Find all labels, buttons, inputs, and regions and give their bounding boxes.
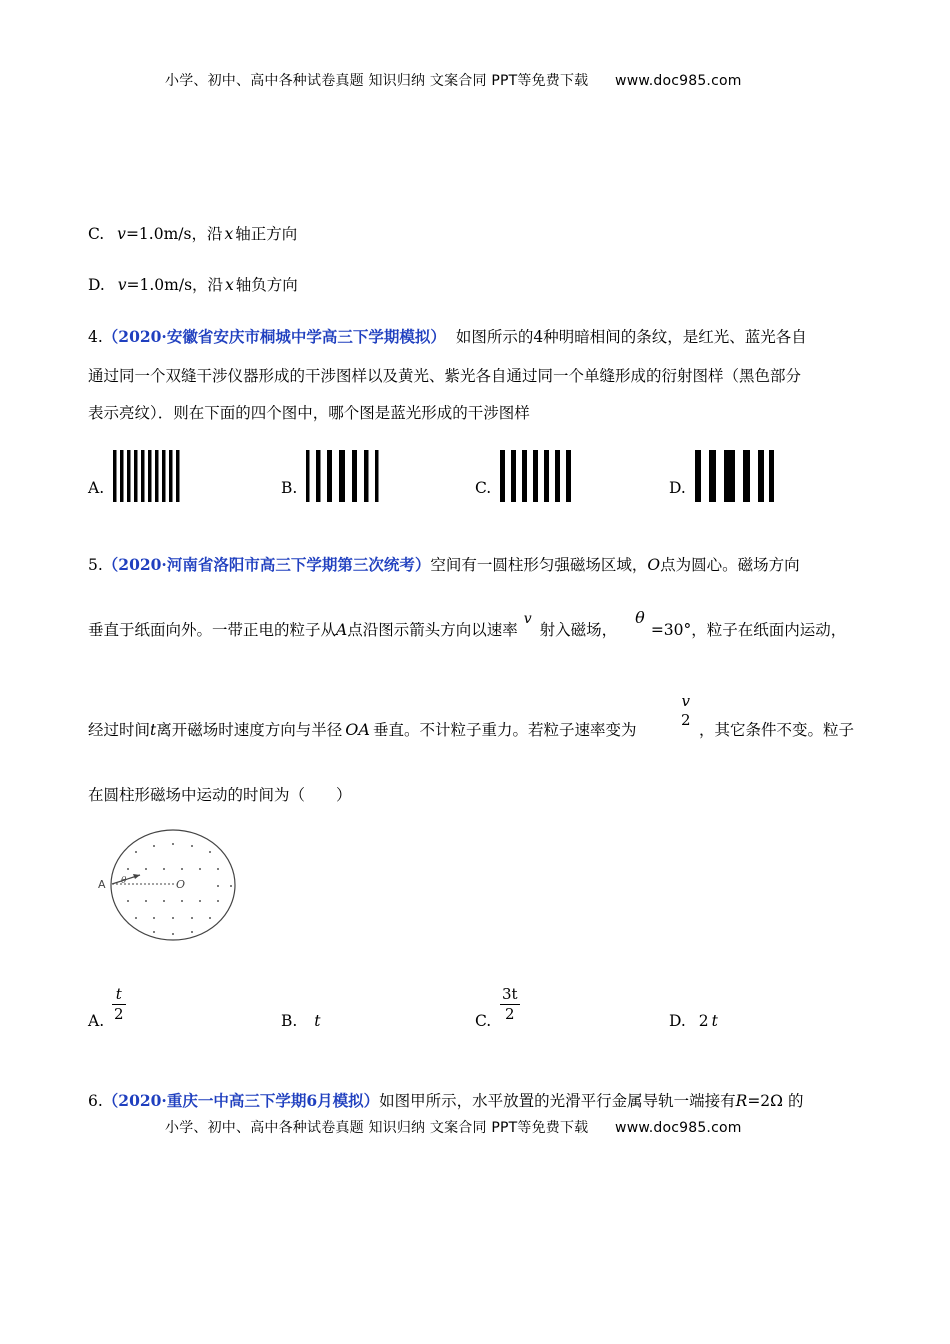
question-source: （2020·安徽省安庆市桐城中学高三下学期模拟）	[102, 327, 446, 346]
theta-label: θ	[121, 876, 127, 886]
q5-option-d	[669, 1012, 718, 1030]
question-number: 4.	[88, 328, 103, 346]
question-text: 点为圆心。磁场方向	[660, 556, 800, 574]
q4-option-c-label: C.	[475, 479, 492, 497]
point-o-label: O	[176, 878, 186, 891]
header-url[interactable]: www.doc985.com	[615, 73, 742, 89]
question-text: 离开磁场时速度方向与半径	[156, 721, 343, 739]
velocity-var: v	[117, 225, 126, 243]
q5-option-b	[281, 1012, 321, 1030]
q3-option-d	[88, 273, 298, 295]
fringe-pattern-d	[695, 450, 775, 502]
q4-line-2: 通过同一个双缝干涉仪器形成的干涉图样以及黄光、紫光各自通过同一个单缝形成的衍射图样（黑色部分	[88, 367, 802, 385]
resistance-var: R	[735, 1092, 748, 1110]
question-source: （2020·河南省洛阳市高三下学期第三次统考）	[102, 555, 431, 574]
axis-var: x	[224, 225, 234, 243]
question-text: 如图甲所示，水平放置的光滑平行金属导轨一端接有	[379, 1092, 736, 1110]
fraction-denominator: 2	[114, 1004, 124, 1023]
theta-var: θ	[635, 608, 645, 627]
q4-line-1	[88, 325, 807, 347]
velocity-var: v	[117, 276, 127, 294]
option-label: D.	[669, 1012, 686, 1030]
question-source: （2020·重庆一中高三下学期6月模拟）	[102, 1091, 380, 1110]
fringe-pattern-c	[500, 450, 572, 502]
q5-line-3	[88, 718, 636, 740]
fraction-numerator: v	[681, 692, 691, 710]
option-text: =1.0m/s，沿	[126, 276, 224, 294]
question-text: 射入磁场，	[539, 621, 618, 639]
q3-option-c	[88, 222, 297, 244]
question-number: 5.	[88, 556, 103, 574]
option-coefficient: 2	[698, 1012, 709, 1030]
point-a-label: A	[98, 878, 106, 891]
option-variable: t	[711, 1012, 718, 1030]
velocity-var: v	[523, 611, 532, 627]
fraction-numerator: t	[115, 985, 122, 1003]
footer-text: 小学、初中、高中各种试卷真题 知识归纳 文案合同 PPT等免费下载	[165, 1120, 589, 1136]
option-value: t	[314, 1012, 321, 1030]
q5-line-4: 在圆柱形磁场中运动的时间为（ ）	[88, 786, 352, 804]
question-text: 经过时间	[88, 721, 151, 739]
question-text: =2Ω 的	[747, 1092, 804, 1110]
header-text: 小学、初中、高中各种试卷真题 知识归纳 文案合同 PPT等免费下载	[165, 73, 589, 89]
question-text: 垂直。不计粒子重力。若粒子速率变为	[372, 721, 637, 739]
option-label: B.	[281, 1012, 298, 1030]
q5-line-2	[88, 608, 847, 640]
fraction-denominator: 2	[500, 1004, 520, 1024]
q5-line-3-tail: ，其它条件不变。粒子	[699, 721, 855, 739]
speed-fraction	[679, 692, 693, 730]
point-a: A	[336, 621, 348, 639]
q5-line-1	[88, 553, 800, 575]
option-tail: 轴正方向	[235, 225, 298, 243]
q6-line-1	[88, 1089, 803, 1111]
page-footer	[165, 1117, 742, 1137]
question-text: =30°，粒子在纸面内运动，	[650, 621, 847, 639]
question-text: 点沿图示箭头方向以速率	[347, 621, 518, 639]
q5-option-c-label: C.	[475, 1012, 492, 1030]
question-text: 空间有一圆柱形匀强磁场区域，	[430, 556, 648, 574]
option-tail: 轴负方向	[235, 276, 298, 294]
fringe-pattern-a	[113, 450, 183, 502]
q5-option-a-fraction	[112, 985, 126, 1024]
q4-option-b-label: B.	[281, 479, 298, 497]
q4-line-3: 表示亮纹）．则在下面的四个图中，哪个图是蓝光形成的干涉图样	[88, 404, 530, 422]
magnetic-field-figure	[96, 826, 241, 944]
time-var: t	[150, 721, 157, 739]
question-text: 如图所示的4种明暗相间的条纹，是红光、蓝光各自	[455, 328, 807, 346]
question-text: 垂直于纸面向外。一带正电的粒子从	[88, 621, 337, 639]
question-number: 6.	[88, 1092, 103, 1110]
option-label: D.	[88, 276, 105, 294]
option-label: C.	[88, 225, 105, 243]
q4-option-a-label: A.	[88, 479, 105, 497]
q4-option-d-label: D.	[669, 479, 686, 497]
radius-oa: OA	[345, 720, 370, 739]
q5-option-a-label: A.	[88, 1012, 105, 1030]
page-header	[165, 70, 742, 90]
option-text: =1.0m/s，沿	[125, 225, 223, 243]
footer-url[interactable]: www.doc985.com	[615, 1120, 742, 1136]
point-o: O	[647, 556, 661, 574]
fringe-pattern-b	[306, 450, 386, 502]
axis-var: x	[225, 276, 234, 294]
q5-option-c-fraction	[500, 985, 520, 1024]
fraction-denominator: 2	[681, 710, 691, 729]
fraction-numerator: 3t	[502, 985, 518, 1003]
